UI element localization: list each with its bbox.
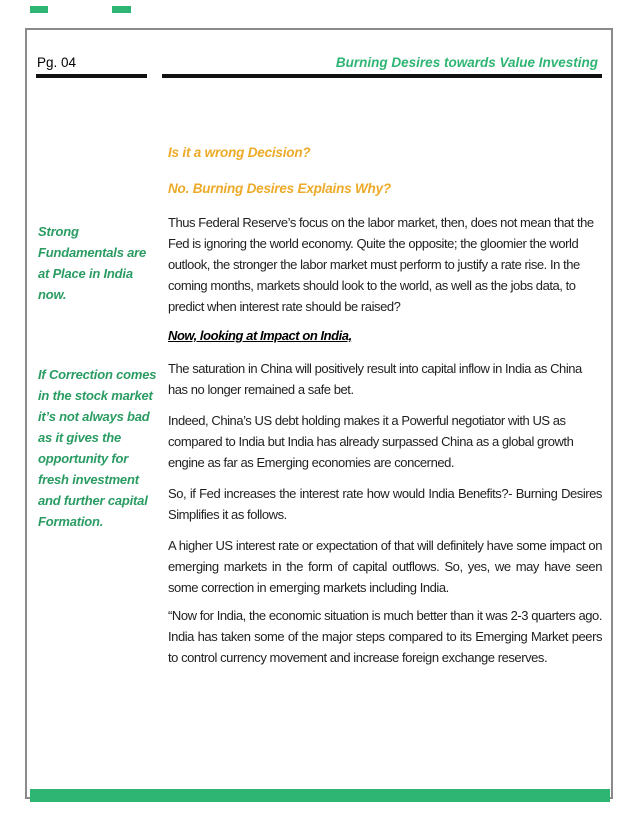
margin-note-strong-fundamentals: Strong Fundamentals are at Place in India now. <box>38 224 147 302</box>
heading-wrong-decision: Is it a wrong Decision? <box>168 145 311 160</box>
adjacent-slide-edge-right <box>112 6 131 13</box>
paragraph-fed-focus: Thus Federal Reserve’s focus on the labor market, then, does not mean that the Fed is ignoring the world economy. Quite the opposite; the gloomier the world outlook, the stronger the labor market must perform to justify a rate rise. In the coming months, markets should look to the world, as well as the jobs data, to predict when interest rate should be raised? <box>168 215 594 314</box>
paragraph-china-saturation: The saturation in China will positively result into capital inflow in India as China has no longer remained a safe bet. <box>168 361 582 397</box>
heading-explains-why: No. Burning Desires Explains Why? <box>168 181 391 196</box>
slide-footer-bar <box>30 789 610 802</box>
header-rule-right <box>162 74 602 78</box>
page-number: Pg. 04 <box>37 55 77 70</box>
paragraph-china-us-debt: Indeed, China’s US debt holding makes it a Powerful negotiator with US as compared to India but India has already surpassed China as a global growth engine as far as Emerging economies are concerned. <box>168 413 574 470</box>
paragraph-higher-us-rate: A higher US interest rate or expectation of that will definitely have some impact on emerging markets in the form of capital outflows. So, yes, we may have seen some correction in emerging markets including India. <box>168 538 602 595</box>
main-text-column <box>168 135 602 668</box>
paragraph-now-for-india: “Now for India, the economic situation is much better than it was 2-3 quarters ago. India has taken some of the major steps compared to its Emerging Market peers to control currency movement and increase foreign exchange reserves. <box>168 608 602 665</box>
header-rule-left <box>36 74 147 78</box>
document-title: Burning Desires towards Value Investing <box>335 55 598 70</box>
paragraph-fed-increase-benefits: So, if Fed increases the interest rate how would India Benefits?- Burning Desires Simplifies it as follows. <box>168 486 602 522</box>
margin-note-correction: If Correction comes in the stock market it’s not always bad as it gives the opportunity for fresh investment and further capital Formation. <box>38 367 157 529</box>
subheading-impact-on-india: Now, looking at Impact on India, <box>168 328 352 343</box>
adjacent-slide-edge-left <box>30 6 48 13</box>
